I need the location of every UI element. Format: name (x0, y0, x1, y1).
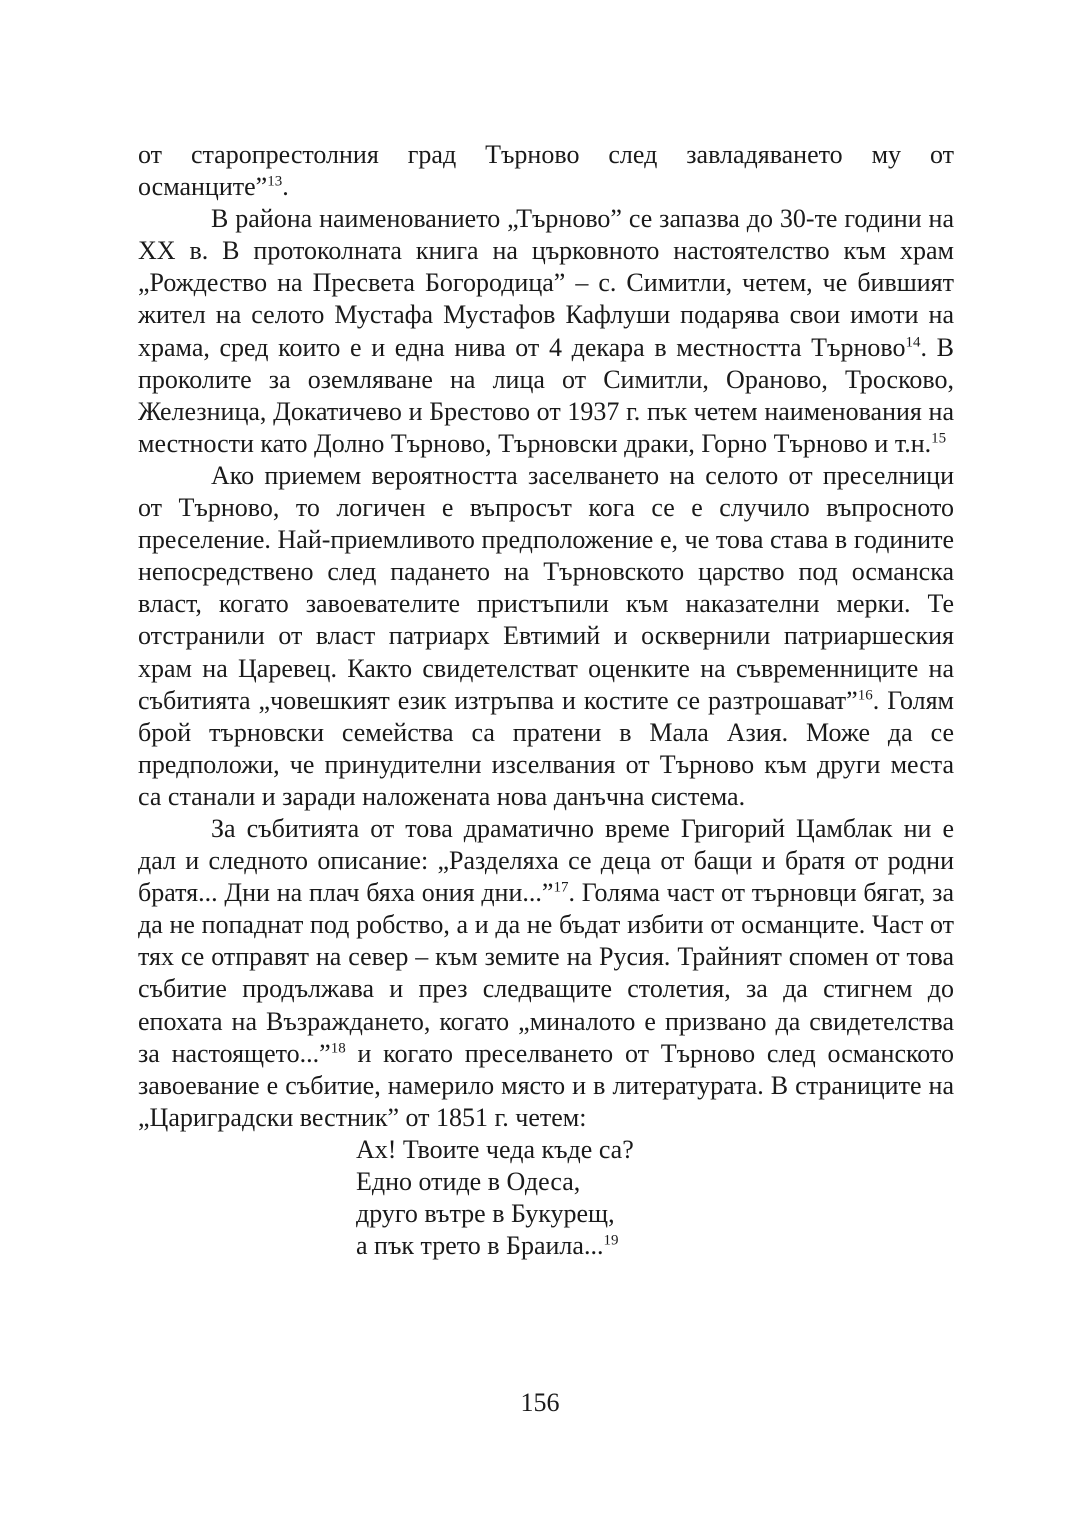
footnote-ref-14: 14 (905, 333, 921, 350)
paragraph-1-text-1: от старопрестолния град Търново след завладяването му от османците” (138, 140, 954, 202)
footnote-ref-17: 17 (553, 879, 569, 896)
footnote-ref-19: 19 (603, 1232, 619, 1249)
paragraph-2 (138, 203, 954, 460)
paragraph-1 (138, 139, 954, 203)
poem-line-1: Ах! Твоите чеда къде са? (356, 1134, 634, 1164)
footnote-ref-15: 15 (931, 430, 947, 447)
poem-quote (356, 1134, 954, 1262)
paragraph-4-text-2: . Голяма част от търновци бягат, за да не попаднат под робство, а и да не бъдат избити от османците. Част от тях се отправят на север – към земите на Русия. Трайният спомен от това събитие продължава и през следващите столетия, за да стигнем до епохата на Възраждането, когато „миналото е призвано да свидетелства за настоящето...” (138, 878, 954, 1068)
poem-line-3: друго вътре в Букурещ, (356, 1199, 615, 1229)
poem-line-2: Едно отиде в Одеса, (356, 1167, 581, 1196)
poem-line-4-text: а пък трето в Браила... (356, 1231, 604, 1261)
paragraph-3-text-1: Ако приемем вероятността заселването на селото от преселници от Търново, то логичен е въпросът кога се е случило въпросното преселение. Най-приемливото предположение е, че това става в годините непосредствено след падането на Търновското царство под османска власт, когато завоевателите пристъпили към наказателни мерки. Те отстранили от власт патриарх Евтимий и осквернили патриаршеския храм на Царевец. Както свидетелстват оценките на съвременниците на събитията „човешкият език изтръпва и костите се разтрошават” (138, 460, 954, 715)
paragraph-1-text-2: . (282, 172, 289, 202)
page-number: 156 (520, 1388, 560, 1417)
paragraph-4 (138, 813, 954, 1134)
paragraph-4-text-1: За събитията от това драматично време Григорий Цамблак ни е дал и следното описание: „Разделяха се деца от бащи и братя от родни братя... Дни на плач бяха ония дни...” (138, 813, 954, 908)
paragraph-2-text-1: В района наименованието „Търново” се запазва до 30-те години на XX в. В протоколната книга на църковното настоятелство към храм „Рождество на Пресвета Богородица” – с. Симитли, четем, че бившият жител на селото Мустафа Мустафов Кафлуши подарява свои имоти на храма, сред които е и една нива от 4 декара в местността Търново (138, 204, 954, 362)
footnote-ref-13: 13 (267, 173, 283, 190)
page-body (138, 139, 954, 1262)
paragraph-3-text-2: . Голям брой търновски семейства са пратени в Мала Азия. Може да се предположи, че принудителни изселвания от Търново към други места са станали и заради наложената нова данъчна система. (138, 685, 954, 811)
footnote-ref-18: 18 (330, 1039, 346, 1056)
paragraph-2-text-2: . В проколите за оземляване на лица от Симитли, Ораново, Тросково, Железница, Докатичево и Брестово от 1937 г. пък четем наименования на местности като Долно Търново, Търновски драки, Горно Търново и т.н. (138, 332, 954, 458)
paragraph-4-text-3: и когато преселването от Търново след османското завоевание е събитие, намерило място и в литературата. В страниците на „Цариградски вестник” от 1851 г. четем: (138, 1038, 954, 1132)
footnote-ref-16: 16 (857, 686, 873, 703)
poem-line-4 (356, 1230, 954, 1262)
paragraph-3 (138, 460, 954, 813)
